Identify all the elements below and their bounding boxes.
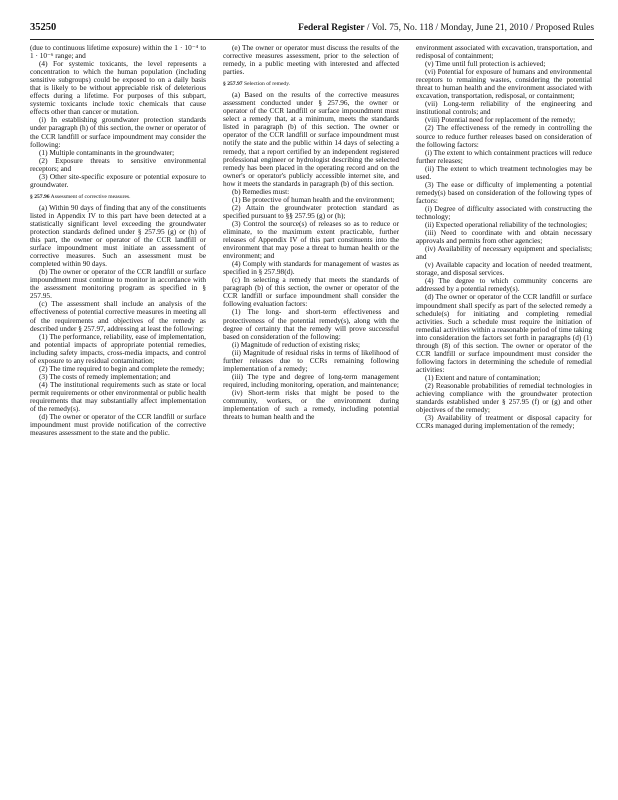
section-title: Assessment of corrective measures. [50, 193, 131, 200]
text-column-3 [416, 44, 592, 430]
paragraph: (e) The owner or operator must discuss the results of the corrective measures assessment, prior to the selection of remedy, in a public meeting with interested and affected parties. [223, 43, 399, 77]
paragraph: (vi) Potential for exposure of humans and environmental receptors to remaining wastes, considering the potential threat to human health and the environment associated with excavation, transportation, redisposal, or containment; [416, 67, 592, 101]
paragraph: (d) The owner or operator of the CCR landfill or surface impoundment must provide notification of the corrective measures assessment to the state and the public. [30, 412, 206, 438]
paragraph: (vii) Long-term reliability of the engineering and institutional controls; and [416, 99, 592, 117]
paragraph: (v) Time until full protection is achieved; [425, 59, 546, 69]
paragraph: (1) The long- and short-term effectiveness and protectiveness of the potential remedy(s), along with the degree of certainty that the remedy will prove successful based on consideration of the following: [223, 307, 399, 341]
paragraph: (ii) Expected operational reliability of the technologies; [425, 220, 588, 230]
paragraph: (2) The time required to begin and complete the remedy; [39, 363, 205, 373]
paragraph: environment associated with excavation, transportation, and redisposal of containment; [416, 43, 592, 61]
paragraph: (3) The ease or difficulty of implementing a potential remedy(s) based on consideration of the following types of factors: [416, 179, 592, 205]
paragraph: (c) In selecting a remedy that meets the standards of paragraph (b) of this section, the owner or operator of the CCR landfill or surface impoundment shall consider the following evaluation factors: [223, 275, 399, 309]
paragraph: (4) Comply with standards for management of wastes as specified in § 257.98(d). [223, 259, 399, 277]
paragraph: (due to continuous lifetime exposure) within the 1 · 10⁻⁴ to 1 · 10⁻⁶ range; and [30, 43, 206, 61]
paragraph: (i) Magnitude of reduction of existing risks; [232, 339, 361, 349]
paragraph: (iv) Short-term risks that might be posed to the community, workers, or the environment during implementation of such a remedy, including potential threats to human health and the [223, 387, 399, 422]
text-column-2 [223, 44, 399, 421]
paragraph: (2) Exposure threats to sensitive environmental receptors; and [30, 155, 206, 173]
paragraph: (v) Available capacity and location of needed treatment, storage, and disposal services. [416, 260, 592, 278]
section-number: § 257.97 [223, 81, 243, 88]
paragraph: (3) Control the source(s) of releases so as to reduce or eliminate, to the maximum extent practicable, further releases of Appendix IV of this part constituents into the environment that may pose a threat to human health or the environment; and [223, 218, 399, 261]
paragraph: (i) The extent to which containment practices will reduce further releases; [416, 147, 592, 165]
paragraph: (iii) Need to coordinate with and obtain necessary approvals and permits from other agencies; [416, 228, 592, 246]
section-heading [30, 193, 206, 201]
text-column-1 [30, 44, 206, 437]
running-head [298, 23, 594, 33]
paragraph: (b) Remedies must: [232, 186, 290, 196]
running-head-journal: Federal Register [298, 23, 365, 33]
paragraph: (3) Other site-specific exposure or potential exposure to groundwater. [30, 171, 206, 189]
running-head-details: / Vol. 75, No. 118 / Monday, June 21, 2010 / Proposed Rules [364, 23, 594, 33]
paragraph: (i) In establishing groundwater protection standards under paragraph (h) of this section, the owner or operator of the CCR landfill or surface impoundment may consider the following: [30, 115, 206, 149]
paragraph: (iii) The type and degree of long-term management required, including monitoring, operation, and maintenance; [223, 371, 399, 389]
paragraph: (a) Based on the results of the corrective measures assessment conducted under § 257.96, the owner or operator of the CCR landfill or surface impoundment must select a remedy that, at a minimum, meets the standards listed in paragraph (b) of this section. The owner or operator of the CCR landfill or surface impoundment must notify the state and the public within 14 days of selecting a remedy, that a report certified by an independent registered professional engineer or hydrologist describing the selected remedy has been placed in the operating record and on the owner's or operator's publicly accessible internet site, and how it meets the standards in paragraph (b) of this section. [223, 90, 399, 188]
paragraph: (2) Attain the groundwater protection standard as specified pursuant to §§ 257.95 (g) or (h); [223, 202, 399, 220]
paragraph: (b) The owner or operator of the CCR landfill or surface impoundment must continue to monitor in accordance with the assessment monitoring program as specified in § 257.95. [30, 267, 206, 301]
page-number: 35250 [30, 22, 57, 33]
paragraph: (1) Multiple contaminants in the groundwater; [39, 147, 175, 157]
paragraph: (4) The institutional requirements such as state or local permit requirements or other environmental or public health requirements that may substantially affect implementation of the remedy(s). [30, 379, 206, 414]
paragraph: (1) The performance, reliability, ease of implementation, and potential impacts of appropriate potential remedies, including safety impacts, cross-media impacts, and control of exposure to any residual contamination; [30, 331, 206, 365]
paragraph: (3) Availability of treatment or disposal capacity for CCRs managed during implementation of the remedy; [416, 413, 592, 431]
paragraph: (1) Be protective of human health and the environment; [232, 194, 395, 204]
page-header [30, 22, 594, 38]
paragraph: (viii) Potential need for replacement of the remedy; [425, 115, 576, 125]
paragraph: (ii) The extent to which treatment technologies may be used. [416, 163, 592, 181]
paragraph: (c) The assessment shall include an analysis of the effectiveness of potential corrective measures in meeting all of the requirements and objectives of the remedy as described under § 257.97, addressing at least the following: [30, 299, 206, 333]
section-heading [223, 80, 399, 88]
paragraph: (ii) Magnitude of residual risks in terms of likelihood of further releases due to CCRs remaining following implementation of a remedy; [223, 347, 399, 373]
section-title: Selection of remedy. [243, 81, 291, 88]
paragraph: (a) Within 90 days of finding that any of the constituents listed in Appendix IV to this part have been detected at a statistically significant level exceeding the groundwater protection standards defined under § 257.95 (g) or (h) of this part, the owner or operator of the CCR landfill or surface impoundment must initiate an assessment of corrective measures. Such an assessment must be completed within 90 days. [30, 202, 206, 269]
paragraph: (iv) Availability of necessary equipment and specialists; and [416, 244, 592, 262]
paragraph: (2) The effectiveness of the remedy in controlling the source to reduce further releases based on consideration of the following factors: [416, 123, 592, 149]
paragraph: (3) The costs of remedy implementation; and [39, 371, 171, 381]
paragraph: (1) Extent and nature of contamination; [425, 372, 541, 382]
header-rule [30, 39, 594, 40]
paragraph: (d) The owner or operator of the CCR landfill or surface impoundment shall specify as part of the selected remedy a schedule(s) for initiating and completing remedial activities. Such a schedule must require the initiation of remedial activities within a reasonable period of time taking into consideration the factors set forth in paragraphs (d) (1) through (8) of this section. The owner or operator of the CCR landfill or surface impoundment must consider the following factors in determining the schedule of remedial activities: [416, 292, 592, 374]
paragraph: (4) The degree to which community concerns are addressed by a potential remedy(s). [416, 276, 592, 294]
section-number: § 257.96 [30, 193, 50, 200]
paragraph: (i) Degree of difficulty associated with constructing the technology; [416, 203, 592, 221]
paragraph: (2) Reasonable probabilities of remedial technologies in achieving compliance with the groundwater protection standards established under § 257.95 (f) or (g) and other objectives of the remedy; [416, 380, 592, 415]
paragraph: (4) For systemic toxicants, the level represents a concentration to which the human population (including sensitive subgroups) could be exposed to on a daily basis that is likely to be without appreciable risk of deleterious effects during a lifetime. For purposes of this subpart, systemic toxicants include toxic chemicals that cause effects other than cancer or mutation. [30, 59, 206, 117]
